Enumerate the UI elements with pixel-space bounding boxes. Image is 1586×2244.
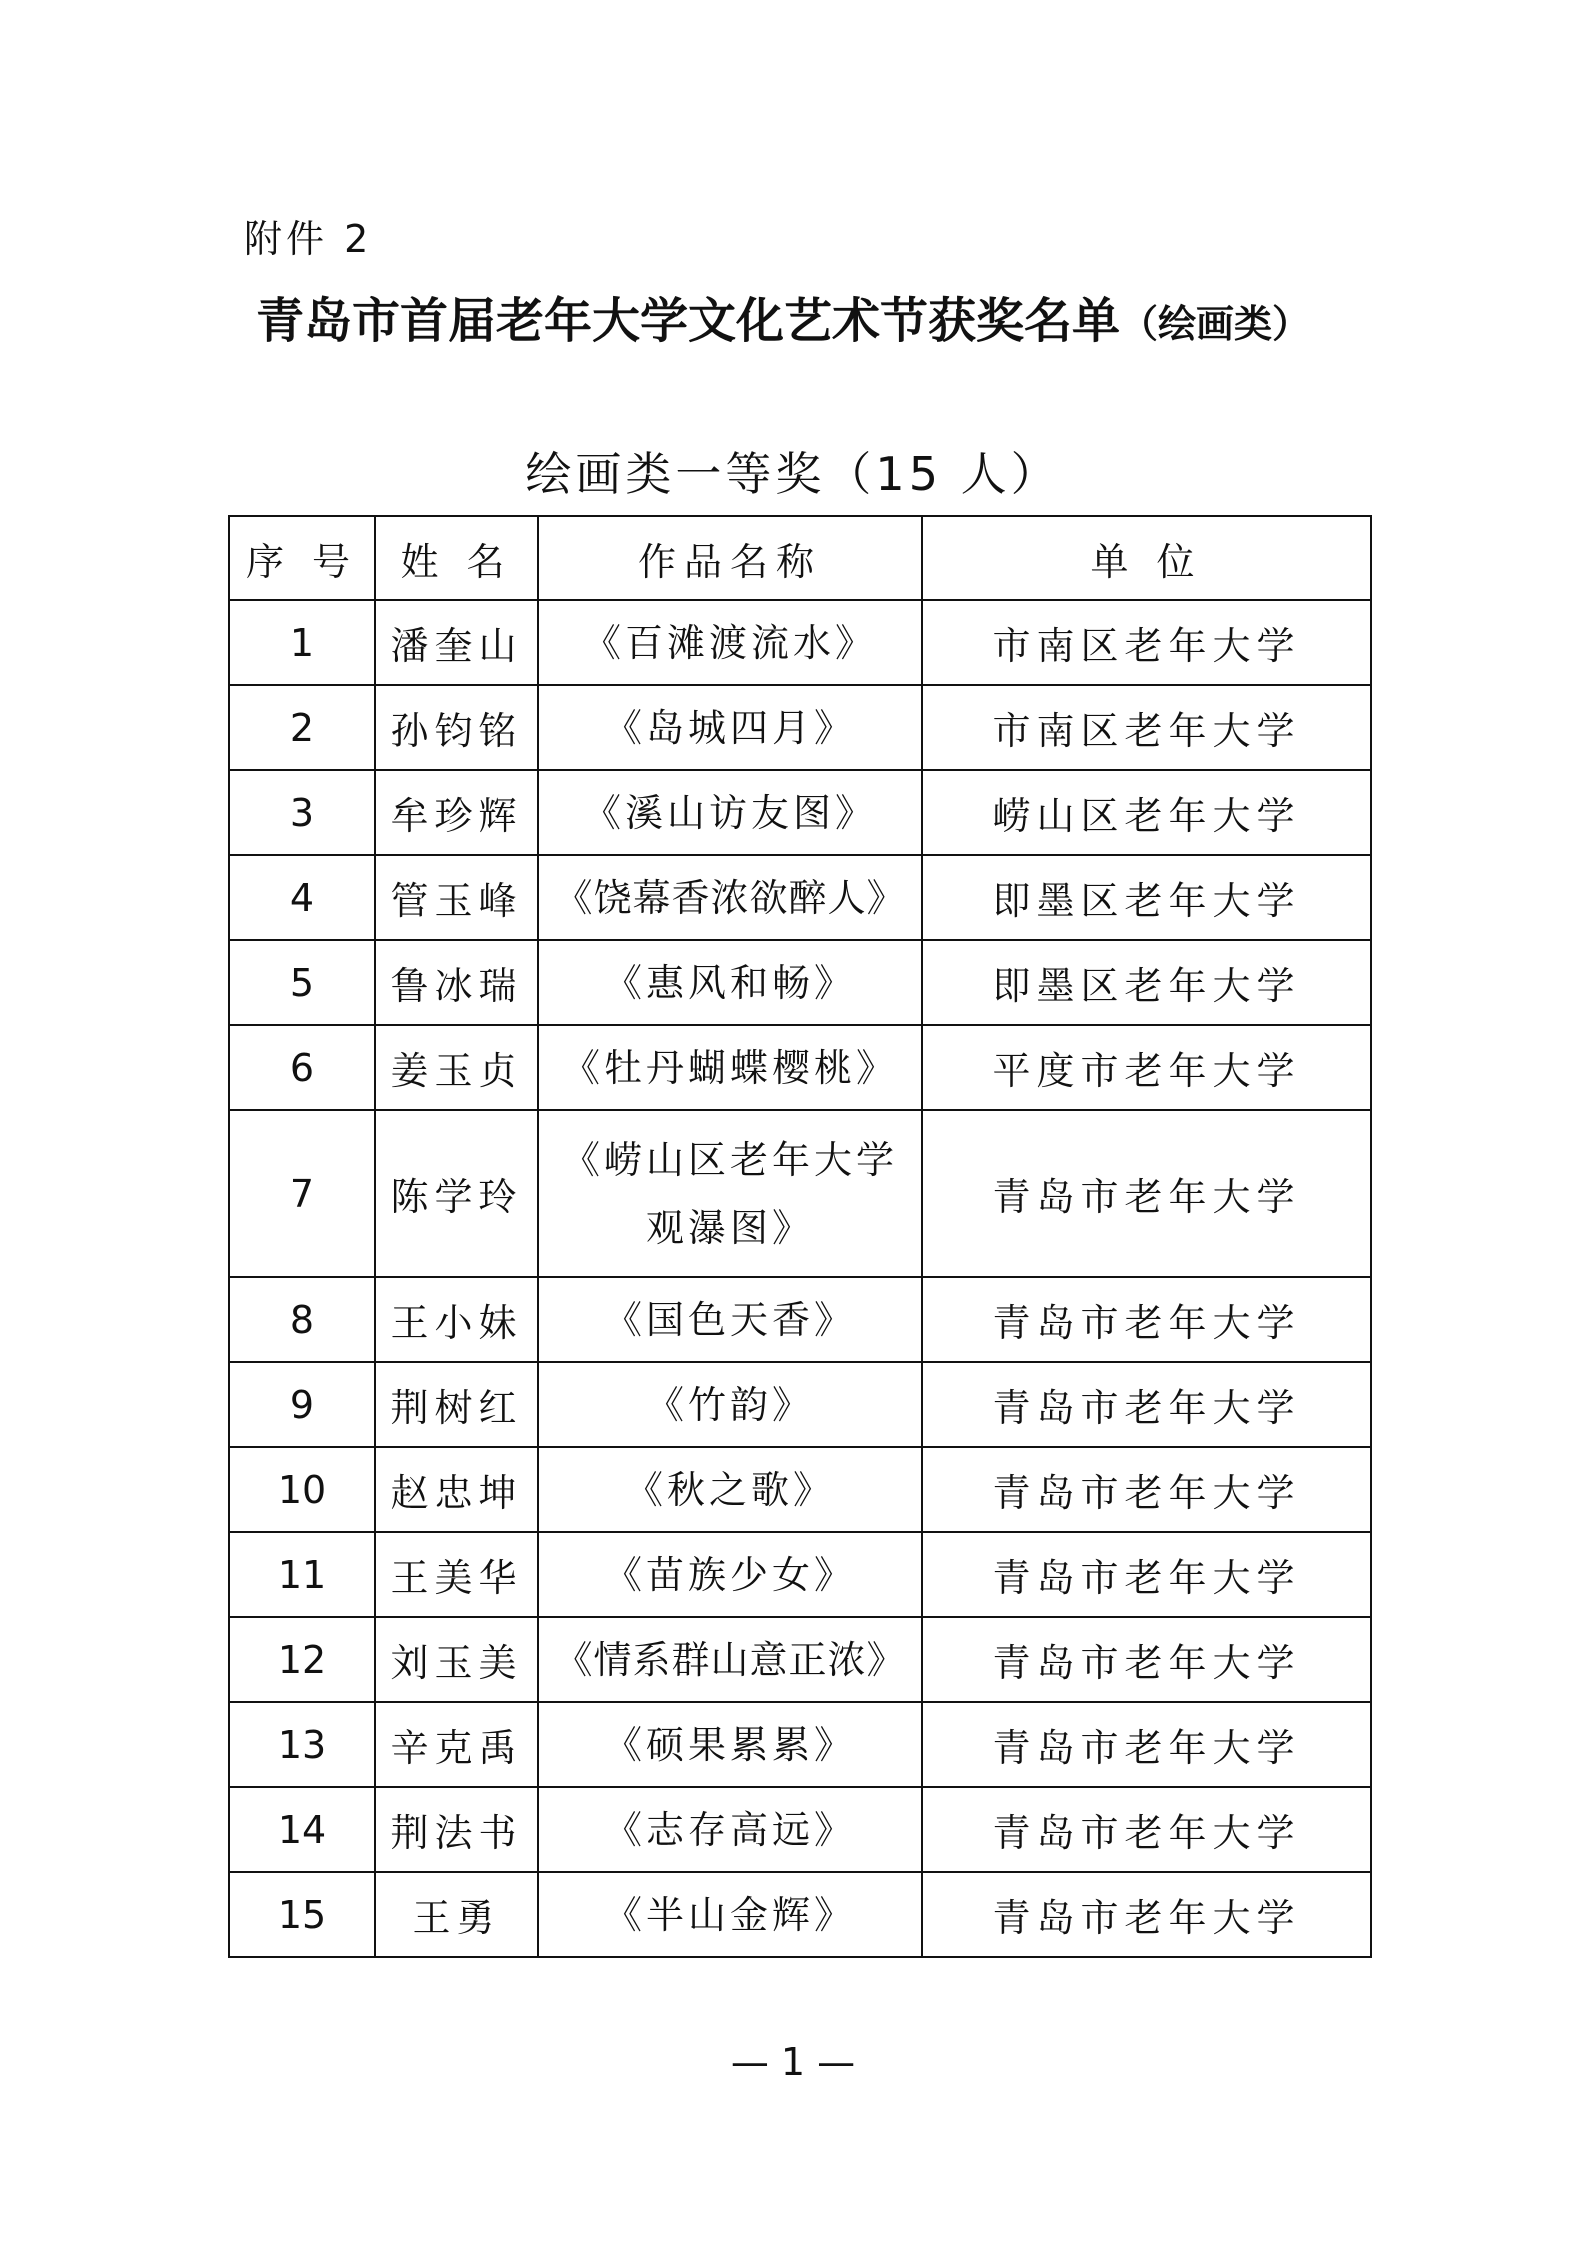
- cell-name: 牟珍辉: [375, 770, 538, 855]
- page-number: — 1 —: [730, 2040, 856, 2084]
- table-row: [229, 1025, 1371, 1110]
- cell-name: 辛克禹: [375, 1702, 538, 1787]
- cell-work: 《岛城四月》: [538, 685, 922, 770]
- cell-name: 孙钧铭: [375, 685, 538, 770]
- header-name: 姓 名: [375, 516, 538, 600]
- header-work: 作品名称: [538, 516, 922, 600]
- cell-work: 《志存高远》: [538, 1787, 922, 1872]
- cell-seq: 14: [229, 1787, 375, 1872]
- cell-seq: 13: [229, 1702, 375, 1787]
- cell-work-line-2: 观瀑图》: [645, 1205, 814, 1250]
- table-row: [229, 1787, 1371, 1872]
- table-row: [229, 1110, 1371, 1277]
- cell-unit: 即墨区老年大学: [922, 855, 1371, 940]
- attachment-label: 附件 2: [244, 217, 373, 261]
- cell-unit: 青岛市老年大学: [922, 1787, 1371, 1872]
- document-title-main: 青岛市首届老年大学文化艺术节获奖名单: [256, 293, 1121, 349]
- cell-work-line-1: 《崂山区老年大学: [561, 1137, 898, 1182]
- cell-seq: 11: [229, 1532, 375, 1617]
- header-unit: 单 位: [922, 516, 1371, 600]
- cell-seq: 12: [229, 1617, 375, 1702]
- cell-unit: 青岛市老年大学: [922, 1110, 1371, 1277]
- cell-name: 荆法书: [375, 1787, 538, 1872]
- cell-work: 《饶幕香浓欲醉人》: [538, 855, 922, 940]
- cell-seq: 1: [229, 600, 375, 685]
- cell-name: 王美华: [375, 1532, 538, 1617]
- cell-work: 《半山金辉》: [538, 1872, 922, 1957]
- cell-unit: 青岛市老年大学: [922, 1447, 1371, 1532]
- section-title: 绘画类一等奖（15 人）: [525, 447, 1061, 501]
- cell-name: 荆树红: [375, 1362, 538, 1447]
- cell-seq: 6: [229, 1025, 375, 1110]
- table-row: [229, 770, 1371, 855]
- cell-seq: 2: [229, 685, 375, 770]
- cell-name: 陈学玲: [375, 1110, 538, 1277]
- cell-work: 《溪山访友图》: [538, 770, 922, 855]
- cell-work: 《竹韵》: [538, 1362, 922, 1447]
- cell-unit: 青岛市老年大学: [922, 1362, 1371, 1447]
- table-row: [229, 1532, 1371, 1617]
- cell-unit: 青岛市老年大学: [922, 1617, 1371, 1702]
- cell-unit: 青岛市老年大学: [922, 1702, 1371, 1787]
- cell-name: 刘玉美: [375, 1617, 538, 1702]
- table-row: [229, 1277, 1371, 1362]
- cell-unit: 即墨区老年大学: [922, 940, 1371, 1025]
- cell-work: 《国色天香》: [538, 1277, 922, 1362]
- cell-seq: 3: [229, 770, 375, 855]
- cell-name: 赵忠坤: [375, 1447, 538, 1532]
- cell-work: [538, 1110, 922, 1277]
- cell-name: 姜玉贞: [375, 1025, 538, 1110]
- table-row: [229, 685, 1371, 770]
- table-row: [229, 855, 1371, 940]
- cell-name: 鲁冰瑞: [375, 940, 538, 1025]
- cell-seq: 5: [229, 940, 375, 1025]
- cell-unit: 市南区老年大学: [922, 600, 1371, 685]
- cell-work: 《苗族少女》: [538, 1532, 922, 1617]
- cell-name: 管玉峰: [375, 855, 538, 940]
- cell-unit: 平度市老年大学: [922, 1025, 1371, 1110]
- cell-work: 《情系群山意正浓》: [538, 1617, 922, 1702]
- cell-name: 潘奎山: [375, 600, 538, 685]
- cell-seq: 10: [229, 1447, 375, 1532]
- header-seq: 序 号: [229, 516, 375, 600]
- cell-unit: 青岛市老年大学: [922, 1532, 1371, 1617]
- table-row: [229, 1617, 1371, 1702]
- cell-work: 《牡丹蝴蝶樱桃》: [538, 1025, 922, 1110]
- cell-work: 《硕果累累》: [538, 1702, 922, 1787]
- cell-unit: 青岛市老年大学: [922, 1277, 1371, 1362]
- table-row: [229, 1872, 1371, 1957]
- table-row: [229, 1702, 1371, 1787]
- cell-unit: 崂山区老年大学: [922, 770, 1371, 855]
- cell-work: 《惠风和畅》: [538, 940, 922, 1025]
- table-row: [229, 600, 1371, 685]
- document-title: [256, 282, 1356, 351]
- cell-work: 《秋之歌》: [538, 1447, 922, 1532]
- table-row: [229, 940, 1371, 1025]
- cell-unit: 市南区老年大学: [922, 685, 1371, 770]
- cell-unit: 青岛市老年大学: [922, 1872, 1371, 1957]
- table-row: [229, 1447, 1371, 1532]
- table-header-row: [229, 516, 1371, 600]
- cell-seq: 15: [229, 1872, 375, 1957]
- awards-table: [228, 515, 1372, 1958]
- cell-seq: 7: [229, 1110, 375, 1277]
- cell-seq: 9: [229, 1362, 375, 1447]
- cell-seq: 4: [229, 855, 375, 940]
- table-row: [229, 1362, 1371, 1447]
- document-title-suffix: （绘画类）: [1120, 301, 1311, 346]
- cell-name: 王勇: [375, 1872, 538, 1957]
- cell-name: 王小妹: [375, 1277, 538, 1362]
- cell-seq: 8: [229, 1277, 375, 1362]
- cell-work: 《百滩渡流水》: [538, 600, 922, 685]
